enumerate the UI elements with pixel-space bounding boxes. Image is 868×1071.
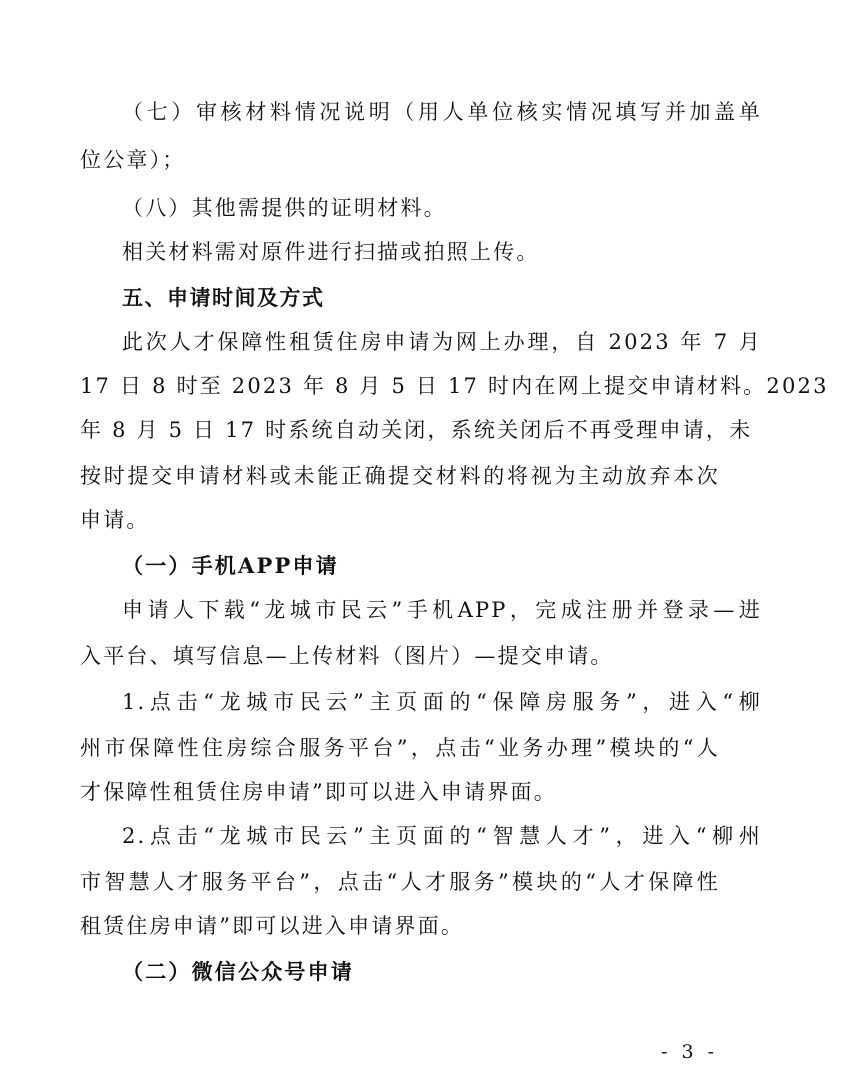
paragraph-line: 2.点击“龙城市民云”主页面的“智慧人才”，进入“柳州	[122, 824, 762, 848]
subsection-heading: （二）微信公众号申请	[122, 959, 354, 984]
paragraph-line: 位公章）；	[80, 148, 186, 172]
paragraph-line: 相关材料需对原件进行扫描或拍照上传。	[122, 240, 540, 264]
paragraph-line: 入平台、填写信息—上传材料（图片）—提交申请。	[80, 644, 614, 668]
paragraph-line: 17 日 8 时至 2023 年 8 月 5 日 17 时内在网上提交申请材料。2023	[80, 374, 829, 398]
paragraph-line: （七）审核材料情况说明（用人单位核实情况填写并加盖单	[122, 100, 762, 124]
paragraph-line: 才保障性租赁住房申请”即可以进入申请界面。	[80, 780, 557, 804]
section-heading: 五、申请时间及方式	[122, 286, 325, 310]
paragraph-line: 申请。	[80, 508, 150, 532]
paragraph-line: 租赁住房申请”即可以进入申请界面。	[80, 914, 465, 938]
paragraph-line: 年 8 月 5 日 17 时系统自动关闭，系统关闭后不再受理申请，未	[80, 418, 753, 442]
subsection-heading: （一）手机APP申请	[122, 553, 339, 578]
paragraph-line: 市智慧人才服务平台”，点击“人才服务”模块的“人才保障性	[80, 870, 720, 894]
paragraph-line: （八）其他需提供的证明材料。	[122, 196, 447, 220]
page-number: - 3 -	[660, 1041, 718, 1063]
paragraph-line: 1.点击“龙城市民云”主页面的“保障房服务”，进入“柳	[122, 690, 762, 714]
paragraph-line: 申请人下载“龙城市民云”手机APP，完成注册并登录—进	[122, 598, 762, 622]
paragraph-line: 州市保障性住房综合服务平台”，点击“业务办理”模块的“人	[80, 736, 720, 760]
paragraph-line: 此次人才保障性租赁住房申请为网上办理，自 2023 年 7 月	[122, 330, 762, 354]
paragraph-line: 按时提交申请材料或未能正确提交材料的将视为主动放弃本次	[80, 464, 720, 488]
